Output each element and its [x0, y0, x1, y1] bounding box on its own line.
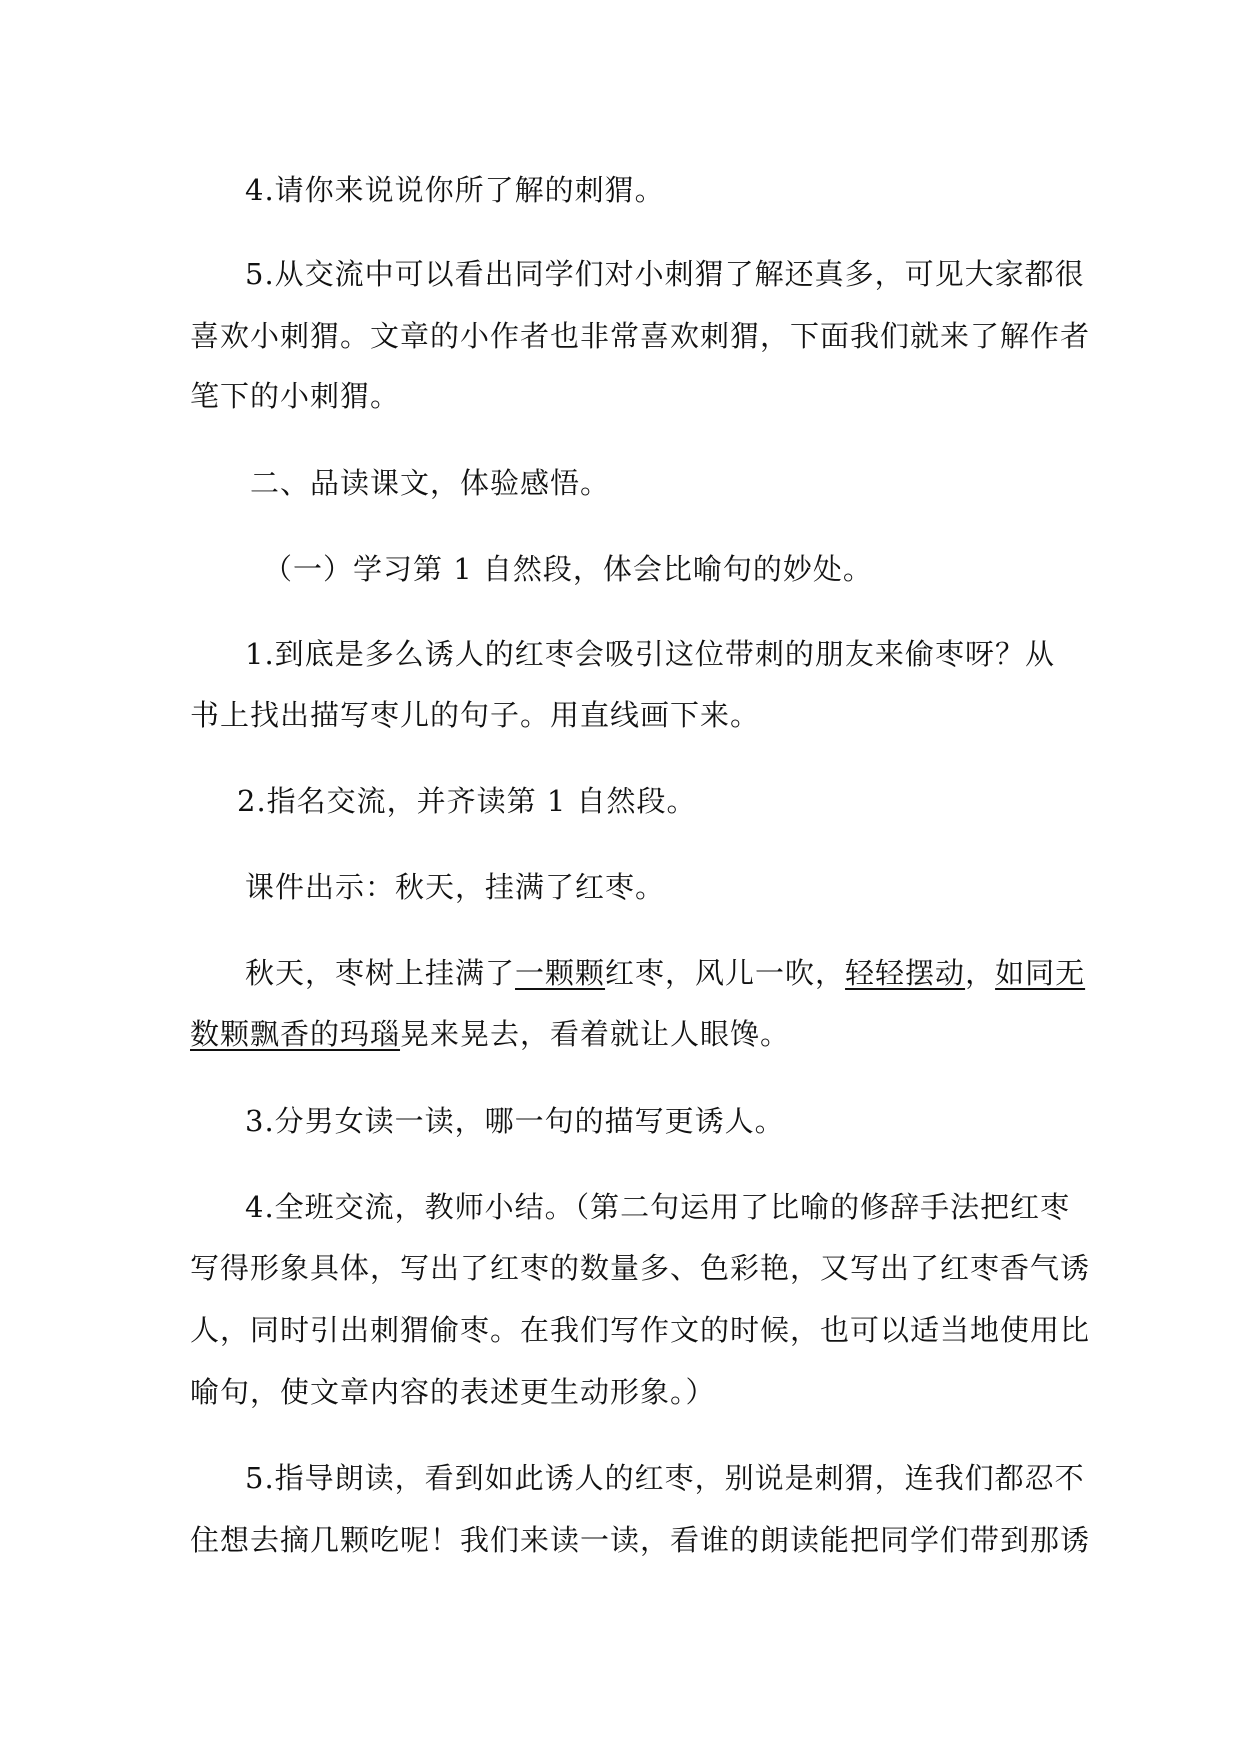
paragraph-item-5-line-2: 喜欢小刺猬。文章的小作者也非常喜欢刺猬，下面我们就来了解作者	[190, 319, 1091, 353]
subsection-heading-1: （一）学习第 1 自然段，体会比喻句的妙处。	[263, 552, 873, 586]
question-5-line-2: 住想去摘几颗吃呢！我们来读一读，看谁的朗读能把同学们带到那诱	[190, 1523, 1091, 1557]
quote-text: 秋天，枣树上挂满了	[245, 956, 516, 990]
question-4-line-4: 喻句，使文章内容的表述更生动形象。）	[190, 1375, 716, 1409]
question-2: 2.指名交流，并齐读第 1 自然段。	[237, 784, 697, 818]
underlined-phrase: 如同无	[995, 956, 1086, 990]
quote-text: ，	[965, 956, 996, 990]
question-1-line-1: 1.到底是多么诱人的红枣会吸引这位带刺的朋友来偷枣呀？从	[245, 637, 1055, 671]
quote-line-1	[245, 953, 1086, 993]
paragraph-item-4: 4.请你来说说你所了解的刺猬。	[245, 173, 665, 207]
quote-text: 晃来晃去，看着就让人眼馋。	[400, 1017, 791, 1051]
quote-text: 红枣，风儿一吹，	[605, 956, 846, 990]
underlined-phrase: 轻轻摆动	[845, 956, 966, 990]
paragraph-item-5-line-1: 5.从交流中可以看出同学们对小刺猬了解还真多，可见大家都很	[245, 257, 1085, 291]
question-4-line-1: 4.全班交流，教师小结。（第二句运用了比喻的修辞手法把红枣	[245, 1190, 1071, 1224]
question-3: 3.分男女读一读，哪一句的描写更诱人。	[245, 1104, 785, 1138]
question-1-line-2: 书上找出描写枣儿的句子。用直线画下来。	[190, 698, 761, 732]
underlined-phrase: 数颗飘香的玛瑙	[190, 1017, 401, 1051]
underlined-phrase: 一颗颗	[515, 956, 606, 990]
courseware-display: 课件出示：秋天，挂满了红枣。	[245, 870, 666, 904]
question-5-line-1: 5.指导朗读，看到如此诱人的红枣，别说是刺猬，连我们都忍不	[245, 1461, 1085, 1495]
paragraph-item-5-line-3: 笔下的小刺猬。	[190, 379, 401, 413]
question-4-line-3: 人，同时引出刺猬偷枣。在我们写作文的时候，也可以适当地使用比	[190, 1313, 1091, 1347]
quote-line-2	[190, 1014, 790, 1054]
question-4-line-2: 写得形象具体，写出了红枣的数量多、色彩艳，又写出了红枣香气诱	[190, 1251, 1091, 1285]
section-heading-2: 二、品读课文，体验感悟。	[250, 466, 611, 500]
